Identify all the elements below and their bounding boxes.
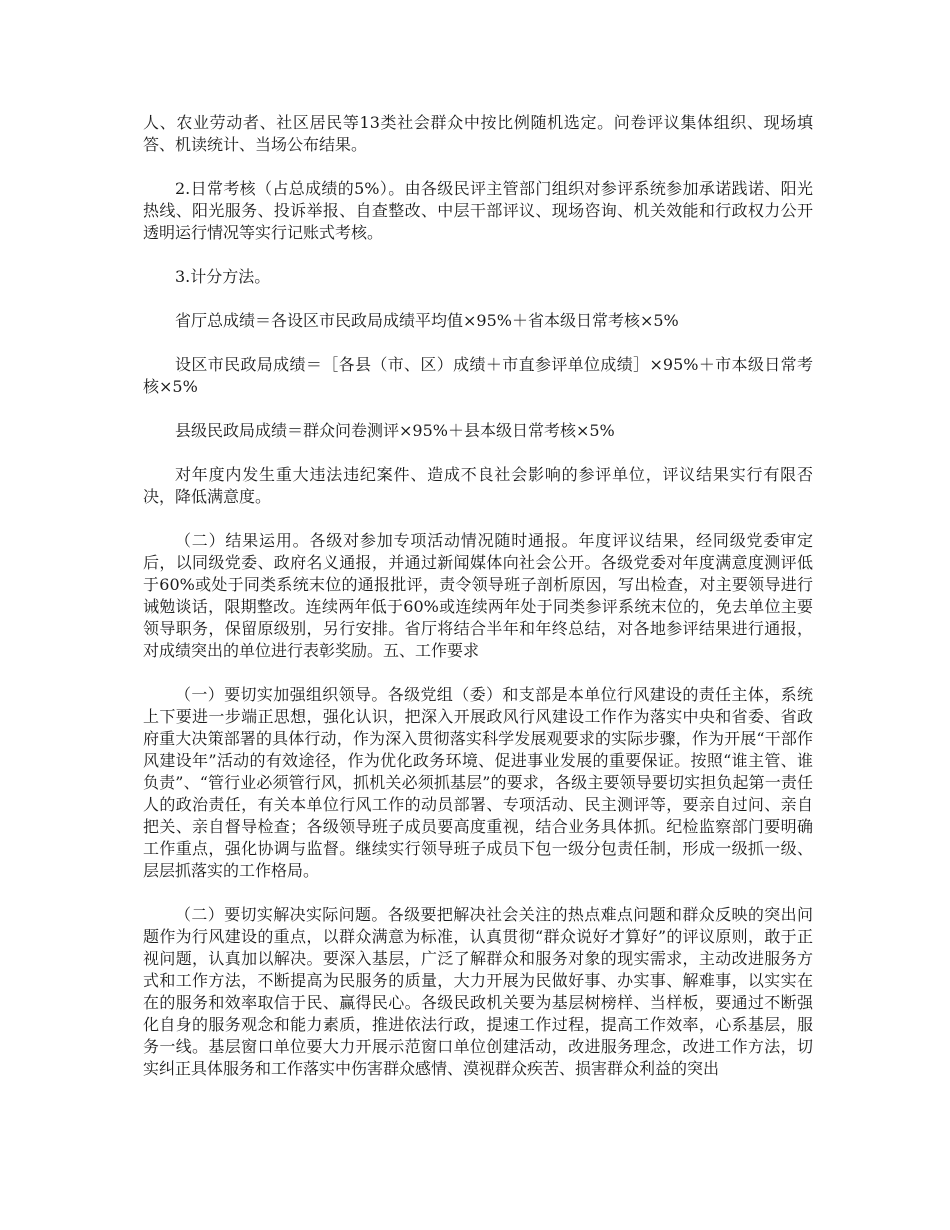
paragraph-scoring-heading: 3.计分方法。 xyxy=(175,267,271,286)
paragraph-daily-assessment: 2.日常考核（占总成绩的5%）。由各级民评主管部门组织对参评系统参加承诺践诺、阳光热线、阳光服务、投诉举报、自查整改、中层干部评议、现场咨询、机关效能和行政权力公开透明运行情况等实行记账式考核。 xyxy=(143,179,813,242)
paragraph-formula-city: 设区市民政局成绩＝［各县（市、区）成绩＋市直参评单位成绩］×95%＋市本级日常考核×5% xyxy=(143,355,813,396)
paragraph-result-usage: （二）结果运用。各级对参加专项活动情况随时通报。年度评议结果，经同级党委审定后，以同级党委、政府名义通报，并通过新闻媒体向社会公开。各级党委对年度满意度测评低于60%或处于同类系统末位的通报批评，责令领导班子剖析原因，写出检查，对主要领导进行诫勉谈话，限期整改。连续两年低于60%或连续两年处于同类参评系统末位的，免去单位主要领导职务，保留原级别，另行安排。省厅将结合半年和年终总结，对各地参评结果进行通报，对成绩突出的单位进行表彰奖励。五、工作要求 xyxy=(143,531,813,660)
paragraph-practical-problems: （二）要切实解决实际问题。各级要把解决社会关注的热点难点问题和群众反映的突出问题作为行风建设的重点，以群众满意为标准，认真贯彻“群众说好才算好”的评议原则，敢于正视问题，认真加以解决。要深入基层，广泛了解群众和服务对象的现实需求，主动改进服务方式和工作方法，不断提高为民服务的质量，大力开展为民做好事、办实事、解难事，以实实在在的服务和效率取信于民、赢得民心。各级民政机关要为基层树榜样、当样板，要通过不断强化自身的服务观念和能力素质，推进依法行政，提速工作过程，提高工作效率，心系基层，服务一线。基层窗口单位要大力开展示范窗口单位创建活动，改进服务理念，改进工作方法，切实纠正具体服务和工作落实中伤害群众感情、漠视群众疾苦、损害群众利益的突出 xyxy=(143,905,813,1078)
paragraph-formula-province: 省厅总成绩＝各设区市民政局成绩平均值×95%＋省本级日常考核×5% xyxy=(175,311,679,330)
paragraph-survey-method: 人、农业劳动者、社区居民等13类社会群众中按比例随机选定。问卷评议集体组织、现场填答、机读统计、当场公布结果。 xyxy=(143,113,813,154)
paragraph-formula-county: 县级民政局成绩＝群众问卷测评×95%＋县本级日常考核×5% xyxy=(175,421,615,440)
paragraph-veto-rule: 对年度内发生重大违法违纪案件、造成不良社会影响的参评单位，评议结果实行有限否决，降低满意度。 xyxy=(143,465,813,506)
document-page xyxy=(143,112,813,1102)
paragraph-organization-leadership: （一）要切实加强组织领导。各级党组（委）和支部是本单位行风建设的责任主体，系统上下要进一步端正思想，强化认识，把深入开展政风行风建设工作作为落实中央和省委、省政府重大决策部署的具体行动，作为深入贯彻落实科学发展观要求的实际步骤，作为开展“干部作风建设年”活动的有效途径，作为优化政务环境、促进事业发展的重要保证。按照“谁主管、谁负责”、“管行业必须管行风，抓机关必须抓基层”的要求，各级主要领导要切实担负起第一责任人的政治责任，有关本单位行风工作的动员部署、专项活动、民主测评等，要亲自过问、亲自把关、亲自督导检查；各级领导班子成员要高度重视，结合业务具体抓。纪检监察部门要明确工作重点，强化协调与监督。继续实行领导班子成员下包一级分包责任制，形成一级抓一级、层层抓落实的工作格局。 xyxy=(143,685,813,880)
